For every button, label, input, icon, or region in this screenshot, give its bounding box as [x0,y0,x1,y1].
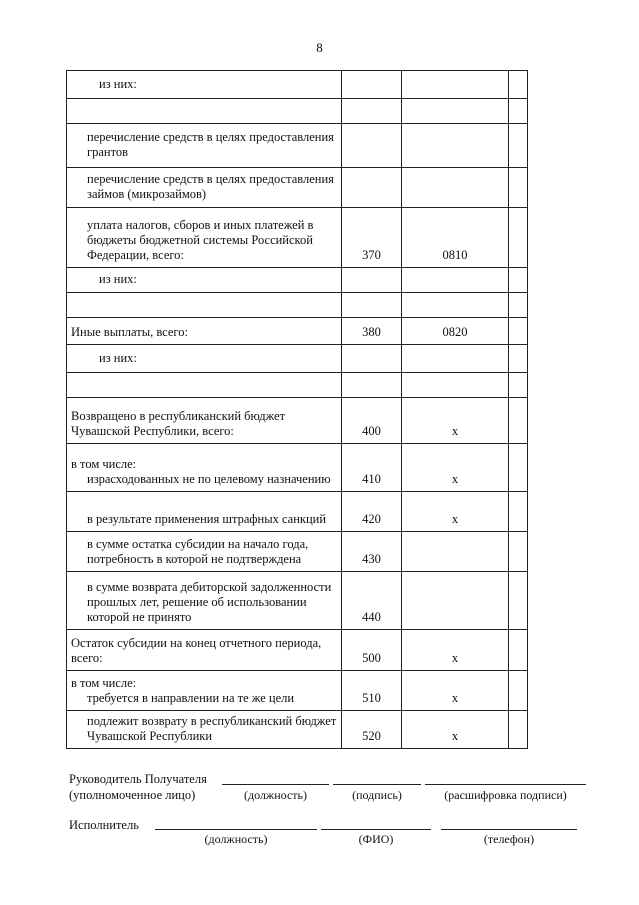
row-label: в сумме возврата дебиторской задолженности прошлых лет, решение об использовании которой не принято [87,580,332,624]
row-label-cell [67,268,342,293]
table-row [67,444,528,492]
table-row [67,293,528,318]
row-value-cell [402,99,509,124]
table-row [67,532,528,572]
row-label-cell [67,492,342,532]
row-value-cell [402,168,509,208]
row-value-cell: 0810 [402,208,509,268]
row-label: перечисление средств в целях предоставления займов (микрозаймов) [87,172,334,201]
row-code-cell [341,345,401,373]
row-label-cell [67,168,342,208]
row-code-cell [341,373,401,398]
table-row [67,630,528,671]
row-label-cell [67,208,342,268]
row-code-cell [341,99,401,124]
row-value-cell: x [402,492,509,532]
row-code-cell: 510 [341,671,401,711]
row-label: Иные выплаты, всего: [71,325,188,339]
table-row [67,345,528,373]
row-label: из них: [99,272,137,286]
row-label-cell [67,345,342,373]
table-row [67,168,528,208]
table-row [67,268,528,293]
table-row [67,671,528,711]
row-extra-cell [508,71,527,99]
row-extra-cell [508,532,527,572]
row-value-cell: x [402,444,509,492]
row-extra-cell [508,398,527,444]
row-label: из них: [99,350,137,365]
row-value-cell: x [402,630,509,671]
table-row [67,71,528,99]
row-value-cell: 0820 [402,318,509,345]
head-label-line2: (уполномоченное лицо) [69,788,196,802]
table-row [67,208,528,268]
row-label: Остаток субсидии на конец отчетного периода, всего: [71,636,322,665]
position-caption: (должность) [244,788,307,802]
row-label [67,310,341,317]
table-row [67,492,528,532]
exec-phone-line [441,829,577,830]
row-label-cell [67,671,342,711]
row-extra-cell [508,293,527,318]
row-value-cell: x [402,671,509,711]
row-label: в сумме остатка субсидии на начало года, потребность в которой не подтверждена [87,537,309,566]
row-extra-cell [508,268,527,293]
decoding-caption: (расшифровка подписи) [444,788,567,802]
row-code-cell: 520 [341,711,401,749]
exec-phone-caption: (телефон) [483,832,535,846]
signature-caption: (подпись) [352,788,402,802]
row-label-cell [67,124,342,168]
exec-position-caption: (должность) [204,832,268,846]
row-extra-cell [508,671,527,711]
row-code-cell: 400 [341,398,401,444]
row-value-cell [402,293,509,318]
row-value-cell [402,373,509,398]
position-line [222,784,329,785]
exec-name-line [321,829,431,830]
row-label: из них: [99,76,137,91]
row-extra-cell [508,444,527,492]
page-number: 8 [316,40,323,55]
row-code-cell: 370 [341,208,401,268]
exec-name-caption: (ФИО) [358,832,394,846]
row-label: в результате применения штрафных санкций [87,512,327,526]
row-label-cell [67,71,342,99]
row-label-cell [67,572,342,630]
row-code-cell [341,268,401,293]
row-value-cell: x [402,398,509,444]
row-code-cell: 420 [341,492,401,532]
row-label: уплата налогов, сборов и иных платежей в бюджеты бюджетной системы Российской Федерации, всего: [87,218,314,262]
row-label-cell [67,398,342,444]
table-row [67,398,528,444]
row-label: требуется в направлении на те же цели [87,691,295,705]
row-label [67,390,341,397]
row-label-cell [67,532,342,572]
row-label-cell [67,99,342,124]
head-label-line1: Руководитель Получателя [69,772,207,786]
table-row [67,124,528,168]
exec-position-line [155,829,317,830]
row-code-cell: 380 [341,318,401,345]
row-prefix: в том числе: [71,676,137,690]
row-code-cell [341,71,401,99]
row-value-cell [402,345,509,373]
row-label [67,116,341,123]
row-code-cell: 440 [341,572,401,630]
row-extra-cell [508,711,527,749]
row-extra-cell [508,345,527,373]
row-extra-cell [508,572,527,630]
row-extra-cell [508,373,527,398]
row-label: подлежит возврату в республиканский бюджет Чувашской Республики [87,714,337,743]
row-code-cell: 500 [341,630,401,671]
row-label-cell [67,711,342,749]
row-prefix: в том числе: [71,457,137,471]
row-code-cell [341,124,401,168]
signature-line [333,784,421,785]
row-label: израсходованных не по целевому назначению [87,472,331,486]
row-value-cell [402,268,509,293]
row-extra-cell [508,168,527,208]
row-extra-cell [508,492,527,532]
row-label-cell [67,630,342,671]
decoding-line [425,784,586,785]
row-label: Возвращено в республиканский бюджет Чувашской Республики, всего: [71,409,286,438]
row-code-cell: 410 [341,444,401,492]
row-label-cell [67,444,342,492]
row-extra-cell [508,208,527,268]
row-label-cell [67,373,342,398]
row-label-cell [67,318,342,345]
row-value-cell [402,124,509,168]
row-value-cell: x [402,711,509,749]
row-code-cell [341,293,401,318]
table-row [67,373,528,398]
row-extra-cell [508,630,527,671]
row-code-cell: 430 [341,532,401,572]
row-extra-cell [508,124,527,168]
row-value-cell [402,572,509,630]
row-label-cell [67,293,342,318]
table-row [67,318,528,345]
row-value-cell [402,532,509,572]
executor-label: Исполнитель [69,818,139,832]
row-extra-cell [508,318,527,345]
row-label: перечисление средств в целях предоставления грантов [87,130,334,159]
table-row [67,572,528,630]
table-row [67,711,528,749]
row-value-cell [402,71,509,99]
row-extra-cell [508,99,527,124]
report-table [66,70,528,749]
table-row [67,99,528,124]
row-code-cell [341,168,401,208]
